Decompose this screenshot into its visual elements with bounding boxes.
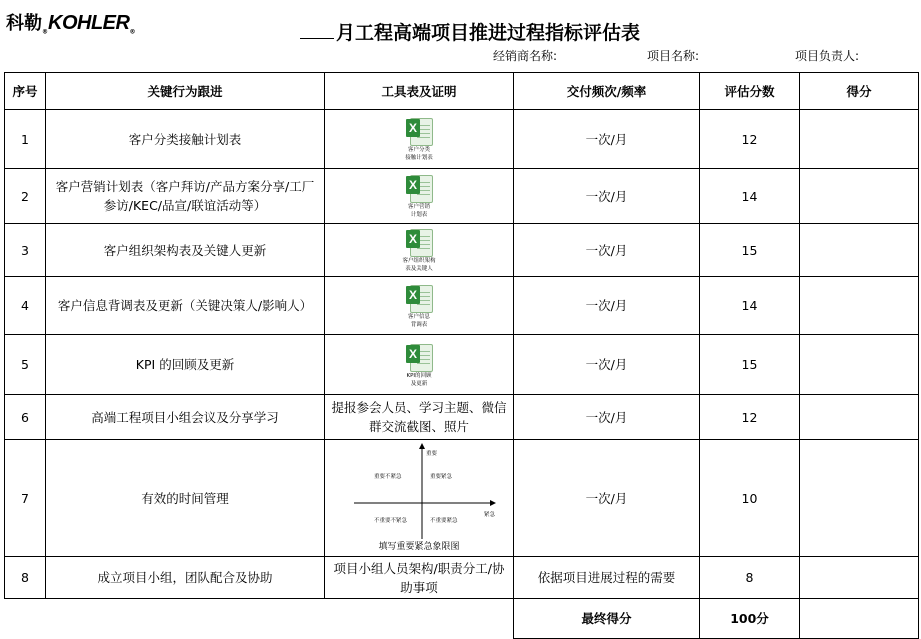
header-row [5,73,919,110]
dealer-label: 经销商名称: [493,49,558,63]
project-label: 项目名称: [647,49,700,63]
header-no: 序号 [5,73,46,110]
quadrant-unimportant-urgent: 不重要紧急 [430,518,458,524]
table-row: 2 客户营销计划表（客户拜访/产品方案分享/工厂参访/KEC/品宣/联谊活动等） X 客户营销 计划表 一次/月 14 [5,169,919,224]
logo-cn: 科勒 [6,13,42,34]
table-row: 3 客户组织架构表及关键人更新 X 客户组织架构 表及关键人 一次/月 15 [5,224,919,277]
page-title: 月工程高端项目推进过程指标评估表 [300,18,640,45]
table-row: 7 有效的时间管理 重要 紧急 重要不紧急 重要紧急 不重要不紧急 不重要紧急 填写重要紧急象限图 一次/月 10 [5,440,919,557]
final-score-input[interactable] [800,599,919,639]
logo-en: KOHLER [48,12,130,34]
final-score-label: 最终得分 [514,599,700,639]
table-row: 1 客户分类接触计划表 X 客户分类 接触计划表 一次/月 12 [5,110,919,169]
matrix-axes [334,443,504,543]
header-got: 得分 [800,73,919,110]
evaluation-table [4,72,919,639]
month-blank[interactable] [300,22,334,39]
score-input-cell[interactable] [800,110,919,169]
table-row: 8 成立项目小组，团队配合及协助 项目小组人员架构/职责分工/协助事项 依据项目进展过程的需要 8 [5,557,919,599]
header-action: 关键行为跟进 [46,73,325,110]
score-input-cell[interactable] [800,169,919,224]
excel-file-icon[interactable]: X 客户营销 计划表 [406,173,432,219]
score-input-cell[interactable] [800,557,919,599]
excel-file-icon[interactable]: X 客户信息 背调表 [406,283,432,329]
table-row: 6 高端工程项目小组会议及分享学习 提报参会人员、学习主题、微信群交流截图、照片 一次/月 12 [5,395,919,440]
final-score-total: 100分 [700,599,800,639]
table-row: 5 KPI 的回顾及更新 X KPI的回顾 及更新 一次/月 15 [5,335,919,395]
kohler-logo: 科勒$_®KOHLER_®$ [6,12,136,36]
excel-file-icon[interactable]: X 客户分类 接触计划表 [405,116,433,162]
score-input-cell[interactable] [800,440,919,557]
score-input-cell[interactable] [800,277,919,335]
owner-label: 项目负责人: [795,49,860,63]
final-score-row [5,599,919,639]
score-input-cell[interactable] [800,335,919,395]
time-matrix-diagram: 重要 紧急 重要不紧急 重要紧急 不重要不紧急 不重要紧急 填写重要紧急象限图 [334,443,504,553]
header-tool: 工具表及证明 [325,73,514,110]
matrix-caption: 填写重要紧急象限图 [378,542,460,552]
header-score: 评估分数 [700,73,800,110]
header-frequency: 交付频次/频率 [514,73,700,110]
table-row: 4 客户信息背调表及更新（关键决策人/影响人） X 客户信息 背调表 一次/月 14 [5,277,919,335]
excel-file-icon[interactable]: X 客户组织架构 表及关键人 [402,227,435,273]
excel-file-icon[interactable]: X KPI的回顾 及更新 [406,342,432,388]
quadrant-important-urgent: 重要紧急 [430,474,453,480]
quadrant-important-not-urgent: 重要不紧急 [374,474,402,480]
quadrant-unimportant-not-urgent: 不重要不紧急 [374,518,408,524]
registered-mark: ® [129,28,136,36]
score-input-cell[interactable] [800,395,919,440]
score-input-cell[interactable] [800,224,919,277]
